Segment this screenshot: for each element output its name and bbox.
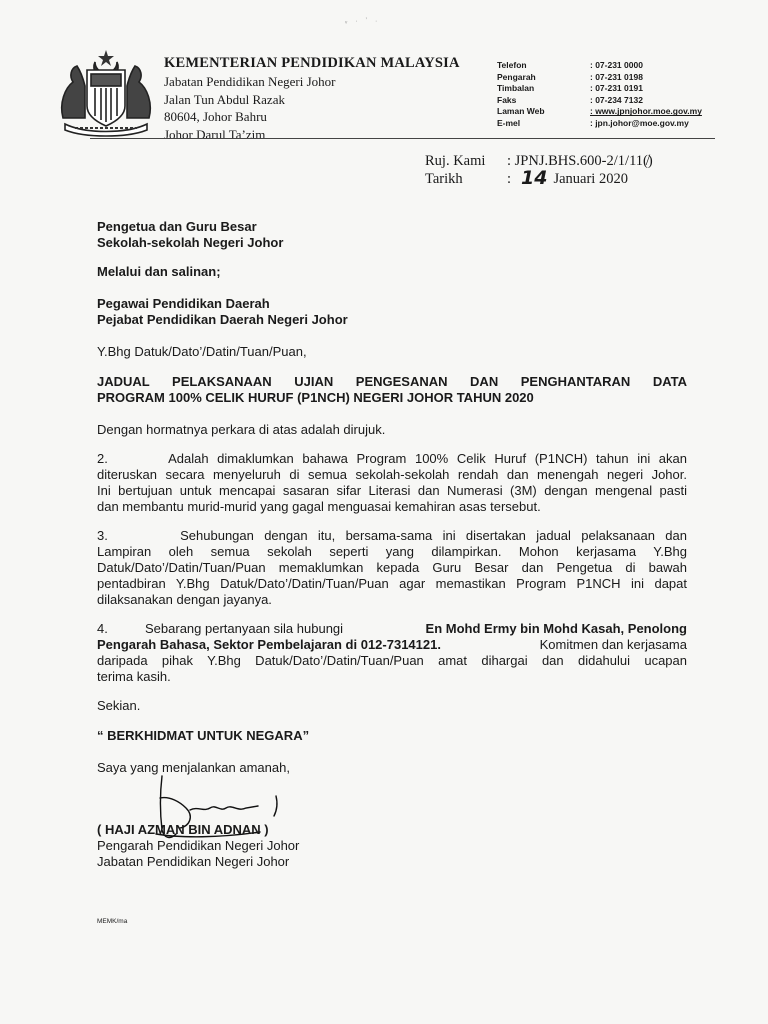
recipient-line-4: Pejabat Pendidikan Daerah Negeri Johor (97, 312, 348, 327)
via-label: Melalui dan salinan; (97, 264, 221, 279)
paragraph-3-line: Datuk/Dato’/Datin/Tuan/Puan memaklumkan kepada Guru Besar dan Pengetua di bawah (97, 560, 687, 575)
address-line: Jabatan Pendidikan Negeri Johor (164, 74, 336, 89)
contact-row-website (497, 106, 750, 118)
date-label: Tarikh (425, 171, 463, 187)
subject-line-1: JADUAL PELAKSANAAN UJIAN PENGESANAN DAN PENGHANTARAN DATA (97, 374, 687, 389)
scan-artifact: ᵥ · ʼ · (345, 18, 381, 25)
recipient-line-3: Pegawai Pendidikan Daerah (97, 296, 270, 311)
signatory-department: Jabatan Pendidikan Negeri Johor (97, 854, 290, 869)
paragraph-4-line-4: terima kasih. (97, 669, 171, 684)
date-colon: : (507, 171, 512, 187)
paragraph-4-line-1 (97, 621, 687, 637)
date-row (425, 167, 653, 189)
contact-row-telefon (497, 60, 750, 72)
paragraph-2-line: Ini bertujuan untuk mencapai sasaran sifar Literasi dan Numerasi (3M) dengan mengenal pasti (97, 483, 687, 498)
contact-label: Telefon (497, 60, 527, 70)
address-line: Johor Darul Ta’zim (164, 126, 266, 142)
office-address (164, 73, 335, 143)
paragraph-2-line: diteruskan secara menyeluruh di semua sekolah-sekolah rendah dan menengah negeri Johor. (97, 467, 687, 482)
signatory-name: ( HAJI AZMAN BIN ADNAN ) (97, 822, 269, 837)
contact-value: : 07-231 0198 (590, 71, 643, 82)
salutation: Y.Bhg Datuk/Dato’/Datin/Tuan/Puan, (97, 344, 307, 359)
paragraph-2-line: 2. Adalah dimaklumkan bahawa Program 100% Celik Huruf (P1NCH) tahun ini akan (97, 451, 687, 466)
contact-value: : 07-231 0000 (590, 60, 643, 70)
header-divider (90, 138, 715, 139)
contact-value: : 07-231 0191 (590, 83, 643, 94)
contact-row-timbalan (497, 83, 750, 95)
contact-row-email (497, 118, 750, 130)
address-line: Jalan Tun Abdul Razak (164, 91, 285, 107)
contact-value: : 07-234 7132 (590, 94, 643, 105)
contact-label: Pengarah (497, 71, 536, 82)
contact-label: Faks (497, 94, 517, 105)
opening-line: Dengan hormatnya perkara di atas adalah dirujuk. (97, 422, 386, 437)
date-month-year: Januari 2020 (553, 171, 628, 187)
contact-block (497, 60, 750, 130)
reference-initials: MEMK/ma (97, 918, 128, 925)
email-value: : jpn.johor@moe.gov.my (590, 117, 689, 128)
contact-row-pengarah (497, 72, 750, 84)
contact-label: Laman Web (497, 106, 545, 117)
address-line: 80604, Johor Bahru (164, 109, 267, 124)
website-link[interactable]: : www.jpnjohor.moe.gov.my (590, 106, 702, 117)
paragraph-3-line: 3. Sehubungan dengan itu, bersama-sama ini disertakan jadual pelaksanaan dan (97, 528, 687, 543)
paragraph-3-line: pentadbiran Y.Bhg Datuk/Dato’/Datin/Tuan/Puan agar memastikan Program P1NCH ini dapat (97, 576, 687, 591)
paragraph-number: 4. (97, 621, 108, 636)
motto: “ BERKHIDMAT UNTUK NEGARA” (97, 728, 310, 743)
coat-of-arms-logo (55, 48, 157, 140)
paragraph-3-line: Lampiran oleh semua sekolah seperti yang dilampirkan. Mohon kerjasama Y.Bhg (97, 544, 687, 559)
contact-label: E-mel (497, 117, 521, 128)
signatory-title: Pengarah Pendidikan Negeri Johor (97, 838, 300, 853)
paragraph-4-lead: Sebarang pertanyaan sila hubungi (145, 621, 344, 636)
contact-row-faks (497, 95, 750, 107)
recipient-line-1: Pengetua dan Guru Besar (97, 219, 257, 234)
ministry-name: KEMENTERIAN PENDIDIKAN MALAYSIA (164, 55, 460, 71)
reference-block (425, 152, 653, 188)
contact-details: Pengarah Bahasa, Sektor Pembelajaran di 012-7314121. (97, 637, 441, 652)
recipient-line-2: Sekolah-sekolah Negeri Johor (97, 235, 284, 250)
paragraph-2-line: dan membantu murid-murid yang gagal menguasai kemahiran asas tersebut. (97, 499, 541, 514)
closing: Sekian. (97, 698, 141, 713)
paragraph-4-line-2 (97, 637, 687, 653)
paragraph-4-after: Komitmen dan kerjasama (539, 637, 687, 652)
paragraph-4-line-3: daripada pihak Y.Bhg Datuk/Dato’/Datin/Tuan/Puan amat dihargai dan didahului ucapan (97, 653, 687, 668)
amanah-line: Saya yang menjalankan amanah, (97, 760, 290, 775)
ref-value: : JPNJ.BHS.600-2/1/11(̸) (507, 153, 653, 169)
ref-label: Ruj. Kami (425, 153, 486, 169)
date-day-handwritten: 14 (521, 167, 548, 189)
subject-line-2: PROGRAM 100% CELIK HURUF (P1NCH) NEGERI JOHOR TAHUN 2020 (97, 390, 534, 405)
paragraph-3-line: dilaksanakan dengan jayanya. (97, 592, 272, 607)
contact-label: Timbalan (497, 83, 535, 94)
contact-person: En Mohd Ermy bin Mohd Kasah, Penolong (425, 621, 687, 636)
